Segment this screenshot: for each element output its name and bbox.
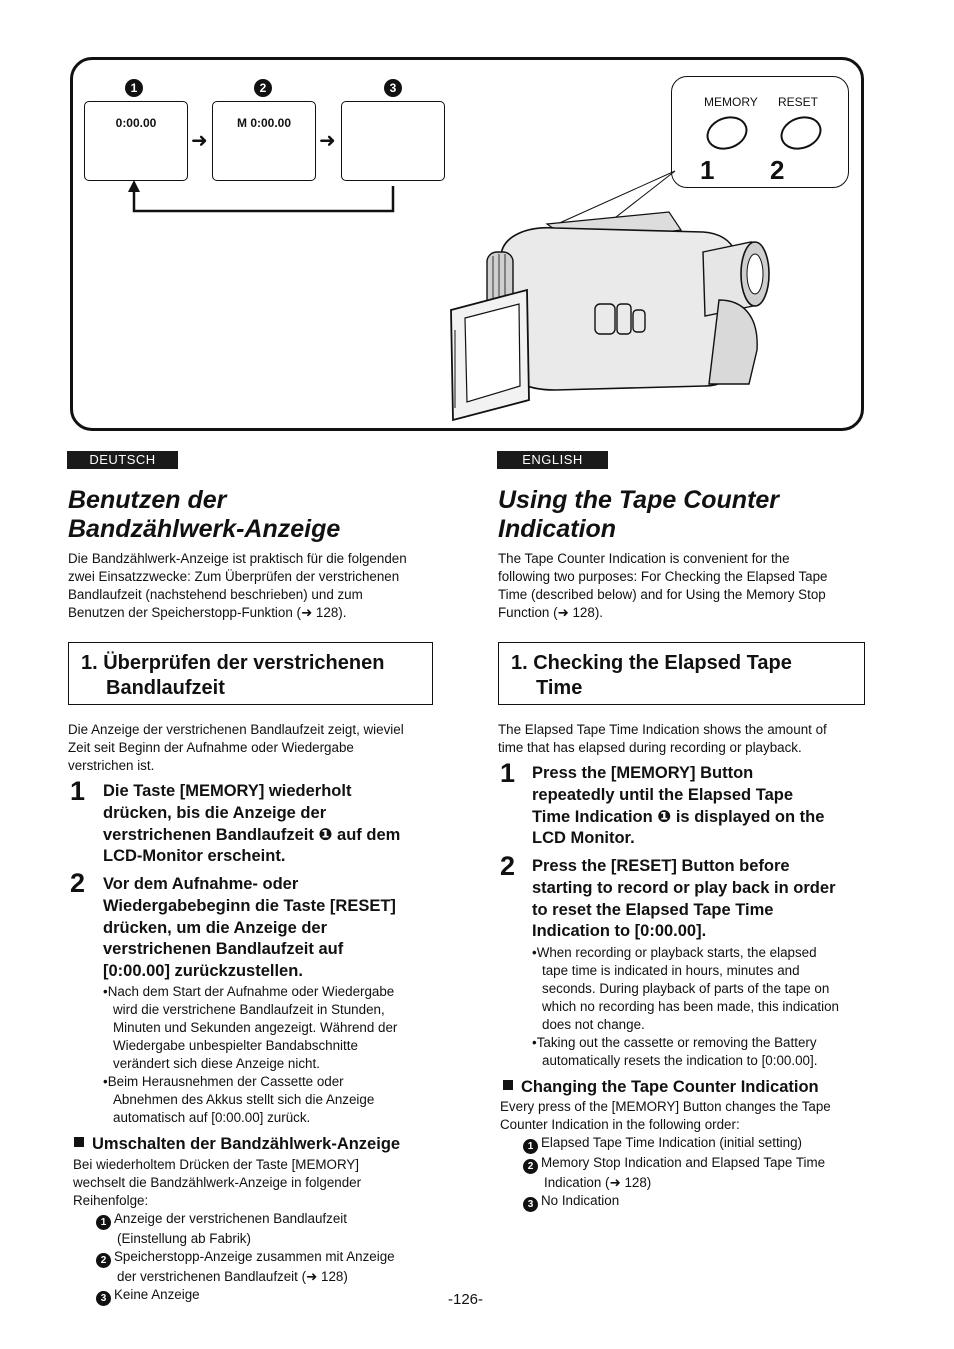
english-note-line: seconds. During playback of parts of the tape on <box>542 981 830 996</box>
number-circle-icon: 2 <box>96 1253 111 1268</box>
german-section-intro <box>68 721 448 775</box>
language-tag-german: DEUTSCH <box>67 451 178 469</box>
english-section-intro-line: time that has elapsed during recording or playback. <box>498 740 802 755</box>
english-intro-line: Function (➜ 128). <box>498 605 604 620</box>
german-step-1 <box>103 781 453 868</box>
english-title-line: Using the Tape Counter <box>498 486 780 514</box>
counter-screen-2-text: M 0:00.00 <box>236 116 292 130</box>
english-sub-intro <box>500 1098 880 1134</box>
english-step-2 <box>532 856 892 943</box>
german-intro-line: zwei Einsatzzwecke: Zum Überprüfen der verstrichenen <box>68 569 400 584</box>
english-section-heading <box>498 642 865 705</box>
arrow-right-icon: ➜ <box>191 130 208 152</box>
german-step-2-line: verstrichenen Bandlaufzeit auf <box>103 940 344 959</box>
german-section-intro-line: Die Anzeige der verstrichenen Bandlaufzeit zeigt, wieviel <box>68 722 404 737</box>
english-section-intro-line: The Elapsed Tape Time Indication shows the amount of <box>498 722 827 737</box>
english-step-1 <box>532 763 892 850</box>
english-intro-line: following two purposes: For Checking the Elapsed Tape <box>498 569 828 584</box>
german-note-line: automatisch auf [0:00.00] zurück. <box>113 1110 311 1125</box>
german-step-1-number: 1 <box>70 776 86 806</box>
list-item <box>523 1154 883 1192</box>
german-step-2-line: drücken, um die Anzeige der <box>103 918 328 937</box>
german-note-line: wird die verstrichene Bandlaufzeit in Stunden, <box>113 1002 385 1017</box>
english-step-2-line: starting to record or play back in order <box>532 878 836 897</box>
list-item-text: Indication (➜ 128) <box>544 1175 652 1190</box>
german-section-heading <box>68 642 433 705</box>
english-intro-line: Time (described below) and for Using the Memory Stop <box>498 587 826 602</box>
english-step-1-line: LCD Monitor. <box>532 829 635 848</box>
german-sub-intro-line: Reihenfolge: <box>73 1193 149 1208</box>
memory-button-label: MEMORY <box>704 95 758 109</box>
sequence-number-3: 3 <box>384 79 402 97</box>
english-title-line: Indication <box>498 515 617 543</box>
german-section-intro-line: Zeit seit Beginn der Aufnahme oder Wiedergabe <box>68 740 354 755</box>
list-item <box>523 1134 883 1154</box>
german-note-line: •Nach dem Start der Aufnahme oder Wiedergabe <box>103 984 395 999</box>
german-step-1-line: Die Taste [MEMORY] wiederholt <box>103 782 352 800</box>
english-notes <box>532 944 892 1070</box>
list-item <box>96 1248 456 1286</box>
square-bullet-icon <box>74 1137 84 1147</box>
german-step-2-line: Vor dem Aufnahme- oder <box>103 875 299 893</box>
list-item-text: Speicherstopp-Anzeige zusammen mit Anzeige <box>114 1249 395 1264</box>
english-step-1-line: Time Indication ❶ is displayed on the <box>532 807 825 826</box>
german-step-1-line: drücken, bis die Anzeige der <box>103 803 327 822</box>
german-note-line: •Beim Herausnehmen der Cassette oder <box>103 1074 344 1089</box>
german-note-line: Minuten und Sekunden angezeigt. Während der <box>113 1020 398 1035</box>
english-step-1-line: Press the [MEMORY] Button <box>532 764 754 782</box>
english-list <box>523 1134 883 1212</box>
language-tag-english: ENGLISH <box>497 451 608 469</box>
english-sub-intro-line: Counter Indication in the following order: <box>500 1117 740 1132</box>
german-note-line: Abnehmen des Akkus stellt sich die Anzeige <box>113 1092 375 1107</box>
number-circle-icon: 1 <box>523 1139 538 1154</box>
german-step-1-line: LCD-Monitor erscheint. <box>103 847 286 866</box>
number-circle-icon: 2 <box>523 1159 538 1174</box>
english-section-intro <box>498 721 878 757</box>
sequence-number-2: 2 <box>254 79 272 97</box>
german-title <box>68 486 340 544</box>
button-step-1: 1 <box>700 155 715 185</box>
english-section-line: 1. Checking the Elapsed Tape <box>511 652 792 674</box>
german-intro <box>68 550 448 622</box>
list-item <box>523 1192 883 1212</box>
english-step-2-line: to reset the Elapsed Tape Time <box>532 900 774 919</box>
german-intro-line: Benutzen der Speicherstopp-Funktion (➜ 128). <box>68 605 347 620</box>
list-item-text: der verstrichenen Bandlaufzeit (➜ 128) <box>117 1269 348 1284</box>
english-step-1-line: repeatedly until the Elapsed Tape <box>532 785 794 804</box>
german-title-line: Bandzählwerk-Anzeige <box>68 515 341 543</box>
reset-button-label: RESET <box>778 95 819 109</box>
english-title <box>498 486 779 544</box>
german-list <box>96 1210 456 1306</box>
list-item-text: Keine Anzeige <box>114 1287 200 1302</box>
english-step-2-line: Press the [RESET] Button before <box>532 857 790 875</box>
german-note-line: verändert sich diese Anzeige nicht. <box>113 1056 320 1071</box>
german-step-1-line: verstrichenen Bandlaufzeit ❶ auf dem <box>103 825 401 844</box>
english-note-line: automatically resets the indication to [0:00.00]. <box>542 1053 818 1068</box>
german-intro-line: Die Bandzählwerk-Anzeige ist praktisch für die folgenden <box>68 551 407 566</box>
english-sub-intro-line: Every press of the [MEMORY] Button changes the Tape <box>500 1099 831 1114</box>
square-bullet-icon <box>503 1080 513 1090</box>
german-section-line: 1. Überprüfen der verstrichenen <box>81 652 385 674</box>
number-circle-icon: 3 <box>96 1291 111 1306</box>
german-intro-line: Bandlaufzeit (nachstehend beschrieben) und zum <box>68 587 363 602</box>
counter-screen-1-text: 0:00.00 <box>115 116 157 130</box>
english-note-line: tape time is indicated in hours, minutes and <box>542 963 800 978</box>
english-intro-line: The Tape Counter Indication is convenient for the <box>498 551 790 566</box>
english-note-line: •Taking out the cassette or removing the Battery <box>532 1035 817 1050</box>
german-step-2-line: Wiedergabebeginn die Taste [RESET] <box>103 896 396 915</box>
german-sub-intro <box>73 1156 453 1210</box>
list-item-text: Elapsed Tape Time Indication (initial setting) <box>541 1135 803 1150</box>
german-step-2-line: [0:00.00] zurückzustellen. <box>103 962 303 981</box>
english-step-2-number: 2 <box>500 851 516 881</box>
german-sub-heading <box>74 1134 400 1154</box>
button-step-2: 2 <box>770 155 785 185</box>
list-item-text: Anzeige der verstrichenen Bandlaufzeit <box>114 1211 347 1226</box>
camcorder-illustration <box>443 140 783 425</box>
german-step-2 <box>103 874 453 983</box>
english-sub-heading-text: Changing the Tape Counter Indication <box>521 1078 819 1096</box>
list-item-text: No Indication <box>541 1193 620 1208</box>
list-item-text: (Einstellung ab Fabrik) <box>117 1231 251 1246</box>
arrow-right-icon: ➜ <box>319 130 336 152</box>
page-number: -126- <box>448 1291 484 1308</box>
list-item <box>96 1210 456 1248</box>
german-step-2-number: 2 <box>70 868 86 898</box>
english-sub-heading <box>503 1077 819 1097</box>
german-section-intro-line: verstrichen ist. <box>68 758 155 773</box>
german-sub-heading-text: Umschalten der Bandzählwerk-Anzeige <box>92 1135 401 1153</box>
list-item <box>96 1286 456 1306</box>
german-sub-intro-line: wechselt die Bandzählwerk-Anzeige in folgender <box>73 1175 362 1190</box>
english-note-line: does not change. <box>542 1017 645 1032</box>
english-note-line: •When recording or playback starts, the elapsed <box>532 945 817 960</box>
number-circle-icon: 3 <box>523 1197 538 1212</box>
english-step-2-line: Indication to [0:00.00]. <box>532 922 707 941</box>
english-note-line: which no recording has been made, this indication <box>542 999 840 1014</box>
reset-button-icon <box>776 111 826 155</box>
german-sub-intro-line: Bei wiederholtem Drücken der Taste [MEMORY] <box>73 1157 360 1172</box>
german-section-line: Bandlaufzeit <box>106 677 225 699</box>
english-section-line: Time <box>536 677 583 699</box>
sequence-number-1: 1 <box>125 79 143 97</box>
german-title-line: Benutzen der <box>68 486 227 514</box>
number-circle-icon: 1 <box>96 1215 111 1230</box>
german-note-line: Wiedergabe unbespielter Bandabschnitte <box>113 1038 358 1053</box>
english-intro <box>498 550 878 622</box>
illustration-figure <box>70 57 864 431</box>
german-notes <box>103 983 453 1127</box>
list-item-text: Memory Stop Indication and Elapsed Tape Time <box>541 1155 826 1170</box>
english-step-1-number: 1 <box>500 758 516 788</box>
